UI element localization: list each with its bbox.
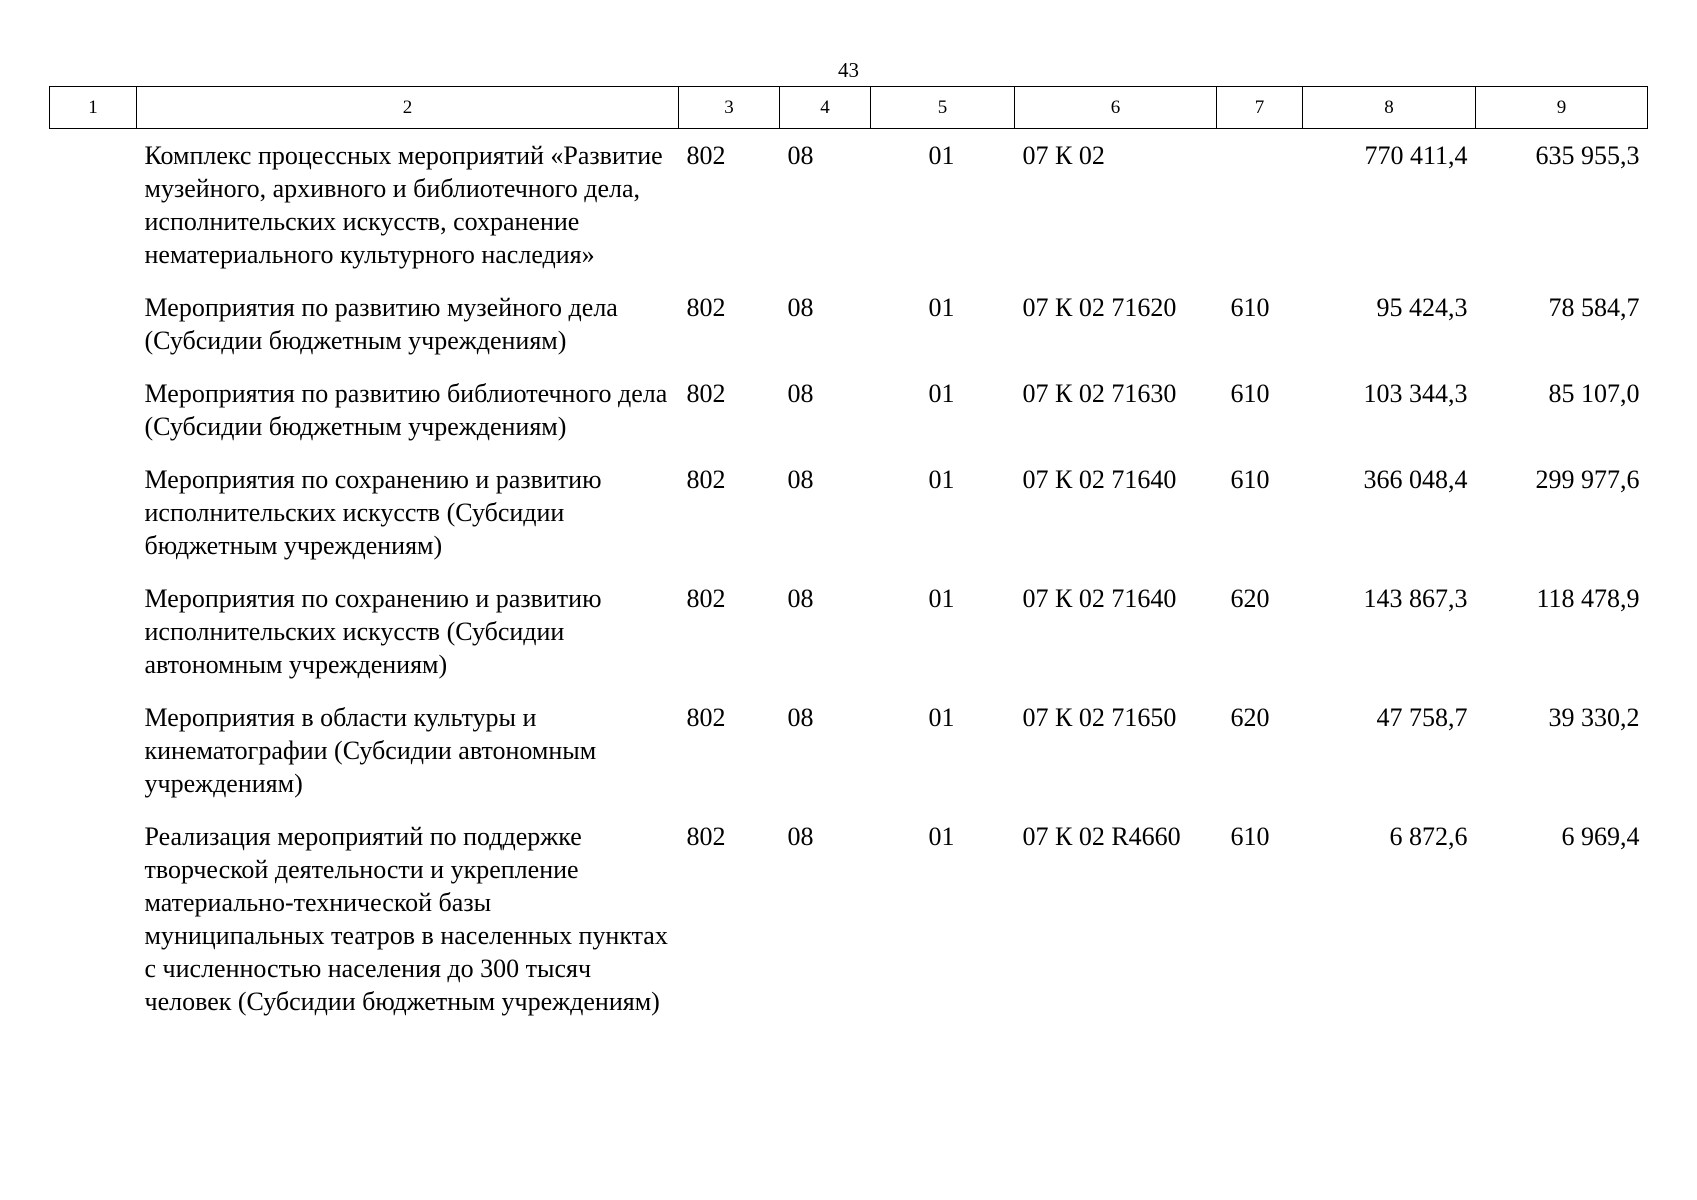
column-header: 3 [679, 87, 780, 129]
cell-col4: 08 [787, 703, 814, 732]
table-row [50, 453, 1648, 572]
cell-col6: 07 К 02 71640 [1022, 465, 1177, 494]
cell-col8: 47 758,7 [1376, 703, 1468, 732]
cell-col7: 610 [1230, 293, 1270, 322]
table-row [50, 281, 1648, 367]
column-header: 9 [1476, 87, 1648, 129]
row-description: Мероприятия по развитию библиотечного дела (Субсидии бюджетным учреждениям) [144, 379, 668, 441]
table-row [50, 691, 1648, 810]
row-description: Реализация мероприятий по поддержке творческой деятельности и укрепление материально-технической базы муниципальных театров в населенных пунктах с численностью населения до 300 тысяч человек (Субсидии бюджетным учреждениям) [144, 822, 668, 1016]
cell-col7: 610 [1230, 822, 1270, 851]
cell-col4: 08 [787, 584, 814, 613]
cell-col5: 01 [928, 703, 955, 732]
cell-col6: 07 К 02 71620 [1022, 293, 1177, 322]
table-row [50, 572, 1648, 691]
cell-col9: 299 977,6 [1535, 465, 1640, 494]
page-number: 43 [838, 58, 859, 82]
column-header: 6 [1015, 87, 1217, 129]
row-description: Мероприятия по развитию музейного дела (Субсидии бюджетным учреждениям) [144, 293, 618, 355]
cell-col4: 08 [787, 293, 814, 322]
cell-col7: 620 [1230, 584, 1270, 613]
cell-col7: 610 [1230, 465, 1270, 494]
cell-col5: 01 [928, 141, 955, 170]
cell-col3: 802 [686, 141, 726, 170]
table-row [50, 129, 1648, 282]
column-header: 2 [137, 87, 679, 129]
cell-col9: 6 969,4 [1561, 822, 1640, 851]
cell-col9: 635 955,3 [1535, 141, 1640, 170]
cell-col3: 802 [686, 379, 726, 408]
cell-col9: 39 330,2 [1548, 703, 1640, 732]
cell-col9: 78 584,7 [1548, 293, 1640, 322]
cell-col3: 802 [686, 822, 726, 851]
cell-col3: 802 [686, 465, 726, 494]
cell-col4: 08 [787, 822, 814, 851]
cell-col3: 802 [686, 293, 726, 322]
cell-col5: 01 [928, 293, 955, 322]
cell-col6: 07 К 02 R4660 [1022, 822, 1181, 851]
table-row [50, 810, 1648, 1028]
column-header: 5 [871, 87, 1015, 129]
cell-col8: 103 344,3 [1363, 379, 1468, 408]
cell-col8: 95 424,3 [1376, 293, 1468, 322]
cell-col9: 85 107,0 [1548, 379, 1640, 408]
column-header: 7 [1217, 87, 1303, 129]
column-header: 1 [50, 87, 137, 129]
cell-col5: 01 [928, 822, 955, 851]
cell-col5: 01 [928, 465, 955, 494]
cell-col8: 143 867,3 [1363, 584, 1468, 613]
cell-col8: 366 048,4 [1363, 465, 1468, 494]
cell-col8: 770 411,4 [1364, 141, 1468, 170]
cell-col3: 802 [686, 584, 726, 613]
cell-col3: 802 [686, 703, 726, 732]
cell-col4: 08 [787, 141, 814, 170]
row-description: Комплекс процессных мероприятий «Развитие музейного, архивного и библиотечного дела, исполнительских искусств, сохранение нематериального культурного наследия» [144, 141, 663, 269]
row-description: Мероприятия по сохранению и развитию исполнительских искусств (Субсидии автономным учреждениям) [144, 584, 602, 679]
table-row [50, 367, 1648, 453]
cell-col7: 610 [1230, 379, 1270, 408]
cell-col7: 620 [1230, 703, 1270, 732]
column-number-header [50, 87, 1648, 129]
cell-col8: 6 872,6 [1389, 822, 1468, 851]
cell-col9: 118 478,9 [1536, 584, 1640, 613]
cell-col6: 07 К 02 71630 [1022, 379, 1177, 408]
row-description: Мероприятия в области культуры и кинематографии (Субсидии автономным учреждениям) [144, 703, 597, 798]
budget-table [49, 86, 1648, 1028]
cell-col6: 07 К 02 71650 [1022, 703, 1177, 732]
cell-col6: 07 К 02 71640 [1022, 584, 1177, 613]
cell-col5: 01 [928, 584, 955, 613]
row-description: Мероприятия по сохранению и развитию исполнительских искусств (Субсидии бюджетным учреждениям) [144, 465, 602, 560]
cell-col7 [1217, 129, 1303, 282]
cell-col4: 08 [787, 379, 814, 408]
cell-col4: 08 [787, 465, 814, 494]
cell-col6: 07 К 02 [1022, 141, 1105, 170]
column-header: 8 [1303, 87, 1476, 129]
cell-col5: 01 [928, 379, 955, 408]
column-header: 4 [780, 87, 871, 129]
